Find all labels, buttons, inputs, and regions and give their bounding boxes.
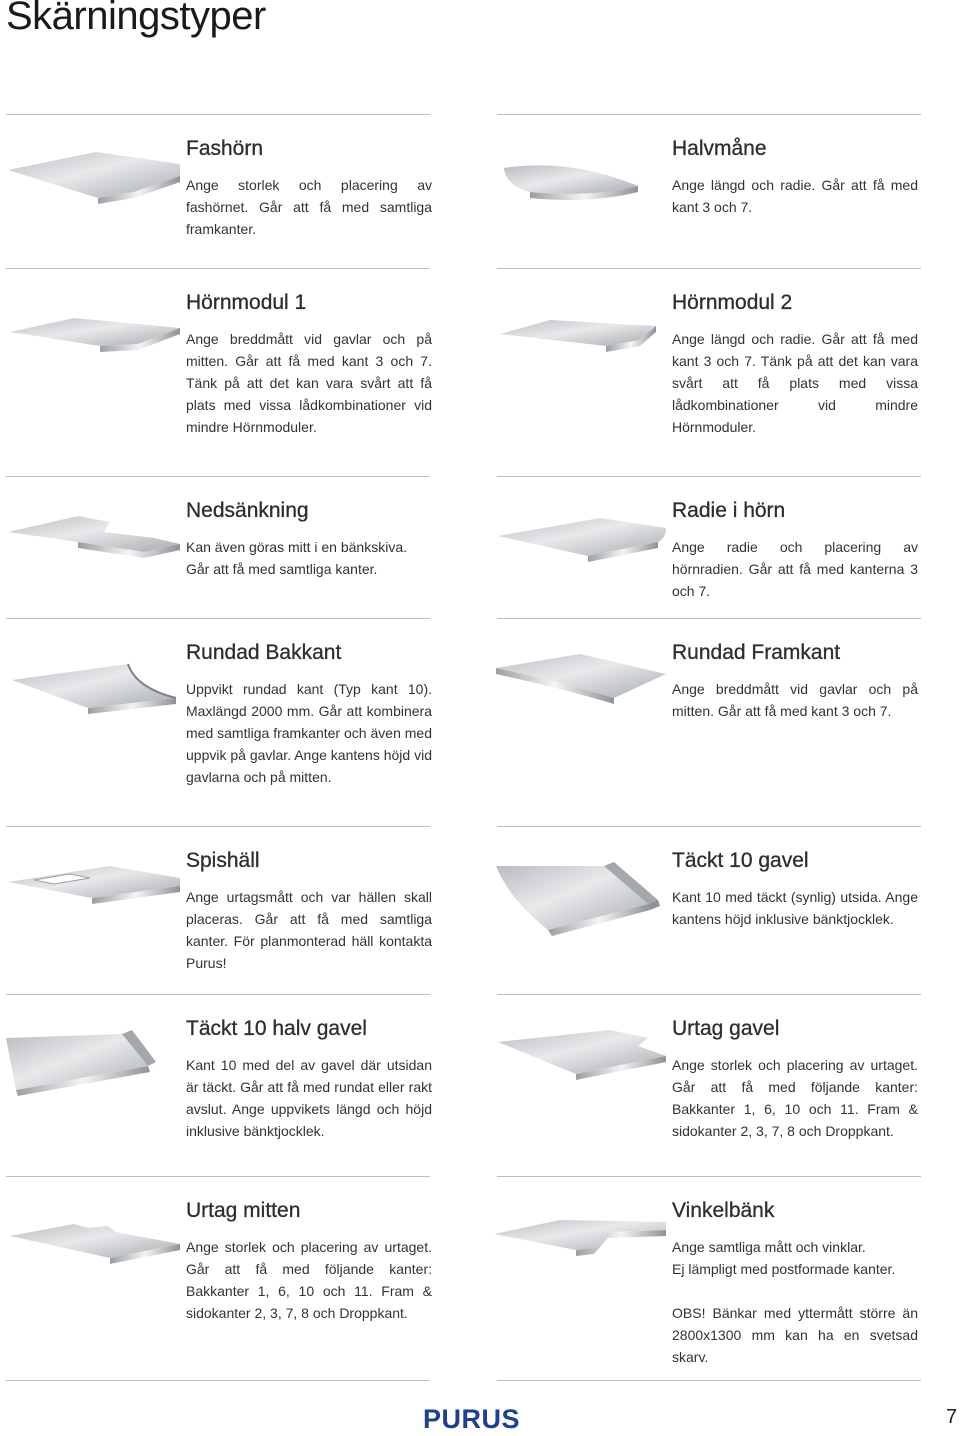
countertop-vinkelbank-image <box>490 1198 670 1318</box>
entry-description: Ange samtliga mått och vinklar. <box>672 1239 866 1255</box>
entry-description: Ange breddmått vid gavlar och på mitten. Går att få med kant 3 och 7. <box>672 681 918 719</box>
entry-description: OBS! Bänkar med yttermått större än 2800x1300 mm kan ha en svetsad skarv. <box>672 1305 918 1365</box>
divider <box>6 826 430 827</box>
countertop-halvmane-image <box>490 136 670 256</box>
entry-heading: Rundad Bakkant <box>186 641 342 664</box>
countertop-spishall-image <box>4 848 184 968</box>
entry-description: Ange längd och radie. Går att få med kant 3 och 7. <box>672 177 918 215</box>
divider <box>497 618 921 619</box>
entry-heading: Radie i hörn <box>672 499 786 522</box>
divider <box>497 826 921 827</box>
countertop-nedsankning-image <box>4 498 184 618</box>
entry-heading: Hörnmodul 2 <box>672 291 793 314</box>
entry-description: Kant 10 med del av gavel där utsidan är täckt. Går att få med rundat eller rakt avslut. Ange uppvikets längd och höjd inklusive bänktjocklek. <box>186 1057 432 1139</box>
countertop-radie-i-horn-image <box>490 498 670 618</box>
divider <box>497 1176 921 1177</box>
entry-heading: Halvmåne <box>672 137 767 160</box>
page-number: 7 <box>946 1406 958 1428</box>
page-title: Skärningstyper <box>6 0 266 38</box>
entry-description: Uppvikt rundad kant (Typ kant 10). Maxlängd 2000 mm. Går att kombinera med samtliga framkanter och även med uppvik på gavlar. Ange kantens höjd vid gavlarna och på mitten. <box>186 681 432 785</box>
entry-heading: Vinkelbänk <box>672 1199 775 1222</box>
divider <box>6 268 430 269</box>
entry-heading: Urtag mitten <box>186 1199 301 1222</box>
divider <box>6 618 430 619</box>
divider <box>6 994 430 995</box>
countertop-urtag-mitten-image <box>4 1198 184 1318</box>
countertop-hornmodul-1-image <box>4 290 184 410</box>
divider <box>6 476 430 477</box>
entry-heading: Fashörn <box>186 137 264 160</box>
divider <box>497 1380 921 1381</box>
countertop-tackt-10-halv-gavel-image <box>4 1016 184 1136</box>
countertop-fashorn-image <box>4 136 184 256</box>
entry-description: Ange breddmått vid gavlar och på mitten. Går att få med kant 3 och 7. Tänk på att det kan vara svårt att få plats med vissa lådkombinationer vid mindre Hörnmoduler. <box>186 331 432 435</box>
divider <box>497 268 921 269</box>
entry-description: Går att få med samtliga kanter. <box>186 561 378 577</box>
divider <box>6 114 430 115</box>
countertop-tackt-10-gavel-image <box>490 848 670 968</box>
divider <box>6 1380 430 1381</box>
entry-heading: Urtag gavel <box>672 1017 780 1040</box>
entry-heading: Rundad Framkant <box>672 641 841 664</box>
entry-heading: Hörnmodul 1 <box>186 291 307 314</box>
entry-description: Ange urtagsmått och var hällen skall placeras. Går att få med samtliga kanter. För planmonterad häll kontakta Purus! <box>186 889 432 971</box>
entry-heading: Täckt 10 gavel <box>672 849 809 872</box>
entry-description: Ange storlek och placering av urtaget. Går att få med följande kanter: Bakkanter 1, 6, 10 och 11. Fram & sidokanter 2, 3, 7, 8 och Droppkant. <box>186 1239 432 1321</box>
entry-description: Ange storlek och placering av fashörnet. Går att få med samtliga framkanter. <box>186 177 432 237</box>
countertop-rundad-framkant-image <box>490 640 670 760</box>
entry-description: Kan även göras mitt i en bänkskiva. <box>186 539 408 555</box>
entry-heading: Spishäll <box>186 849 260 872</box>
countertop-urtag-gavel-image <box>490 1016 670 1136</box>
entry-description: Ange radie och placering av hörnradien. Går att få med kanterna 3 och 7. <box>672 539 918 599</box>
countertop-rundad-bakkant-image <box>4 640 184 760</box>
entry-heading: Täckt 10 halv gavel <box>186 1017 367 1040</box>
purus-logo-text: PURUS <box>423 1404 521 1432</box>
entry-description: Kant 10 med täckt (synlig) utsida. Ange kantens höjd inklusive bänktjocklek. <box>672 889 918 927</box>
entry-heading: Nedsänkning <box>186 499 309 522</box>
divider <box>497 476 921 477</box>
entry-description: Ej lämpligt med postformade kanter. <box>672 1261 896 1277</box>
entry-description: Ange längd och radie. Går att få med kant 3 och 7. Tänk på att det kan vara svårt att få plats med vissa lådkombinationer vid mindre Hörnmoduler. <box>672 331 918 435</box>
divider <box>497 994 921 995</box>
divider <box>497 114 921 115</box>
divider <box>6 1176 430 1177</box>
entry-description: Ange storlek och placering av urtaget. Går att få med följande kanter: Bakkanter 1, 6, 10 och 11. Fram & sidokanter 2, 3, 7, 8 och Droppkant. <box>672 1057 918 1139</box>
countertop-hornmodul-2-image <box>490 290 670 410</box>
purus-logo <box>423 1404 523 1432</box>
